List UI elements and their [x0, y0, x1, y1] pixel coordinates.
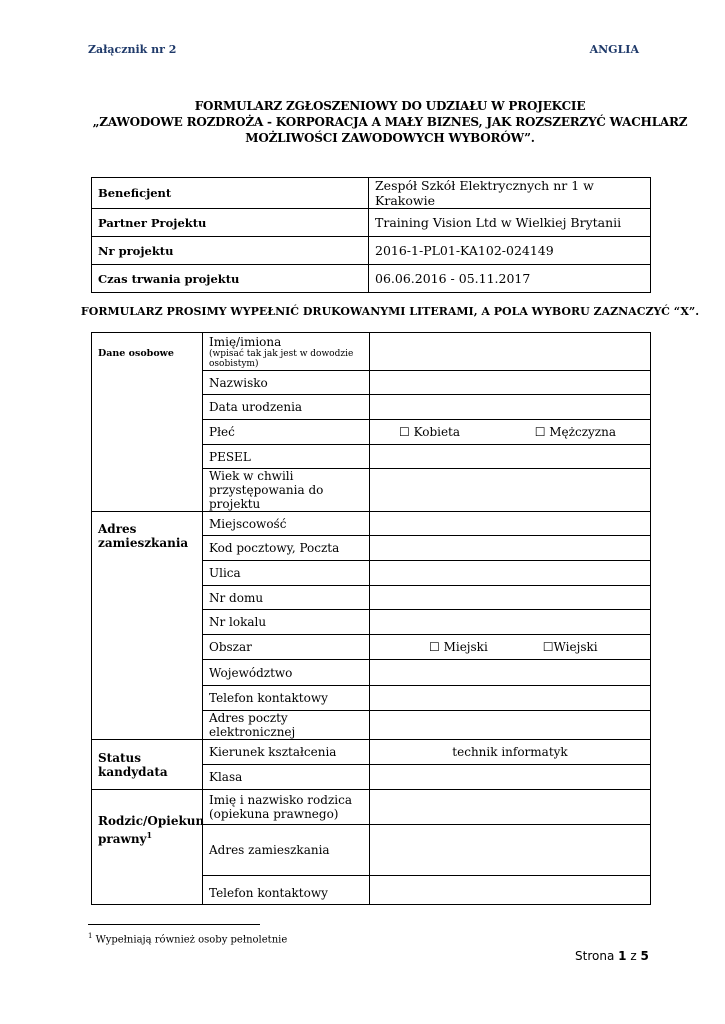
title-line-1: FORMULARZ ZGŁOSZENIOWY DO UDZIAŁU W PROJEKCIE: [194, 99, 586, 113]
row-label: Czas trwania projektu: [92, 265, 369, 293]
footnote-ref: 1: [146, 830, 153, 840]
table-row: [92, 740, 651, 765]
page-number: [575, 949, 649, 963]
fill-instruction: FORMULARZ PROSIMY WYPEŁNIĆ DRUKOWANYMI LITERAMI, A POLA WYBORU ZAZNACZYĆ “X”.: [80, 305, 700, 318]
footnote-mark: 1: [88, 932, 93, 940]
table-row: [92, 237, 651, 265]
street-field[interactable]: [370, 561, 651, 586]
guardian-name-field[interactable]: [370, 790, 651, 825]
title-line-3: MOŻLIWOŚCI ZAWODOWYCH WYBORÓW”.: [245, 131, 535, 145]
email-label: Adres poczty elektronicznej: [203, 711, 370, 740]
project-info-table: [91, 177, 651, 293]
table-row: [92, 178, 651, 209]
urban-checkbox[interactable]: ☐ Miejski: [429, 640, 488, 654]
guardian-phone-field[interactable]: [370, 876, 651, 905]
row-label: Beneficjent: [92, 178, 369, 209]
direction-label: Kierunek kształcenia: [203, 740, 370, 765]
footnote-divider: [88, 924, 260, 925]
area-field: [370, 635, 651, 660]
pesel-field[interactable]: [370, 445, 651, 469]
birth-date-label: Data urodzenia: [203, 395, 370, 420]
postcode-field[interactable]: [370, 536, 651, 561]
row-value: 06.06.2016 - 05.11.2017: [369, 265, 651, 293]
application-form-table: [91, 332, 651, 905]
sex-label: Płeć: [203, 420, 370, 445]
table-row: [92, 512, 651, 536]
first-name-field[interactable]: [370, 333, 651, 371]
birth-date-field[interactable]: [370, 395, 651, 420]
class-label: Klasa: [203, 765, 370, 790]
attachment-label: Załącznik nr 2: [88, 43, 177, 56]
table-row: [92, 265, 651, 293]
phone-field[interactable]: [370, 686, 651, 711]
class-field[interactable]: [370, 765, 651, 790]
section-guardian-text: Rodzic/Opiekun prawny: [98, 814, 205, 846]
guardian-name-label: Imię i nazwisko rodzica (opiekuna prawnego): [203, 790, 370, 825]
house-no-label: Nr domu: [203, 586, 370, 610]
first-name-hint: (wpisać tak jak jest w dowodzie osobistym): [209, 348, 354, 369]
table-row: [92, 333, 651, 371]
flat-no-label: Nr lokalu: [203, 610, 370, 635]
guardian-address-label: Adres zamieszkania: [203, 825, 370, 876]
row-label: Nr projektu: [92, 237, 369, 265]
town-label: Miejscowość: [203, 512, 370, 536]
age-field[interactable]: [370, 469, 651, 512]
section-status: Status kandydata: [92, 740, 203, 790]
last-name-label: Nazwisko: [203, 371, 370, 395]
page-prefix: Strona: [575, 949, 615, 963]
row-value: Training Vision Ltd w Wielkiej Brytanii: [369, 209, 651, 237]
town-field[interactable]: [370, 512, 651, 536]
direction-value: technik informatyk: [370, 740, 651, 765]
male-checkbox[interactable]: ☐ Mężczyzna: [534, 425, 616, 439]
first-name-label: [203, 333, 370, 371]
section-address: Adres zamieszkania: [92, 512, 203, 740]
first-name-text: Imię/imiona: [209, 334, 282, 349]
email-field[interactable]: [370, 711, 651, 740]
page-total: 5: [640, 949, 649, 963]
document-title: [60, 98, 720, 146]
page-current: 1: [618, 949, 627, 963]
age-label: Wiek w chwili przystępowania do projektu: [203, 469, 370, 512]
row-value: Zespół Szkół Elektrycznych nr 1 w Krakowie: [369, 178, 651, 209]
section-personal: Dane osobowe: [92, 333, 203, 512]
guardian-phone-label: Telefon kontaktowy: [203, 876, 370, 905]
table-row: [92, 790, 651, 825]
row-value: 2016-1-PL01-KA102-024149: [369, 237, 651, 265]
row-label: Partner Projektu: [92, 209, 369, 237]
voivodeship-field[interactable]: [370, 660, 651, 686]
guardian-address-field[interactable]: [370, 825, 651, 876]
house-no-field[interactable]: [370, 586, 651, 610]
table-row: [92, 209, 651, 237]
flat-no-field[interactable]: [370, 610, 651, 635]
pesel-label: PESEL: [203, 445, 370, 469]
page-sep: z: [630, 949, 637, 963]
voivodeship-label: Województwo: [203, 660, 370, 686]
footnote: [88, 932, 287, 945]
last-name-field[interactable]: [370, 371, 651, 395]
area-label: Obszar: [203, 635, 370, 660]
footnote-text: Wypełniają również osoby pełnoletnie: [95, 934, 288, 946]
title-line-2: „ZAWODOWE ROZDROŻA - KORPORACJA A MAŁY BIZNES, JAK ROZSZERZYĆ WACHLARZ: [92, 115, 688, 129]
female-checkbox[interactable]: ☐ Kobieta: [399, 425, 461, 439]
country-label: ANGLIA: [589, 43, 639, 56]
postcode-label: Kod pocztowy, Poczta: [203, 536, 370, 561]
phone-label: Telefon kontaktowy: [203, 686, 370, 711]
rural-checkbox[interactable]: ☐Wiejski: [542, 640, 598, 654]
section-guardian: [92, 790, 203, 905]
street-label: Ulica: [203, 561, 370, 586]
sex-field: [370, 420, 651, 445]
